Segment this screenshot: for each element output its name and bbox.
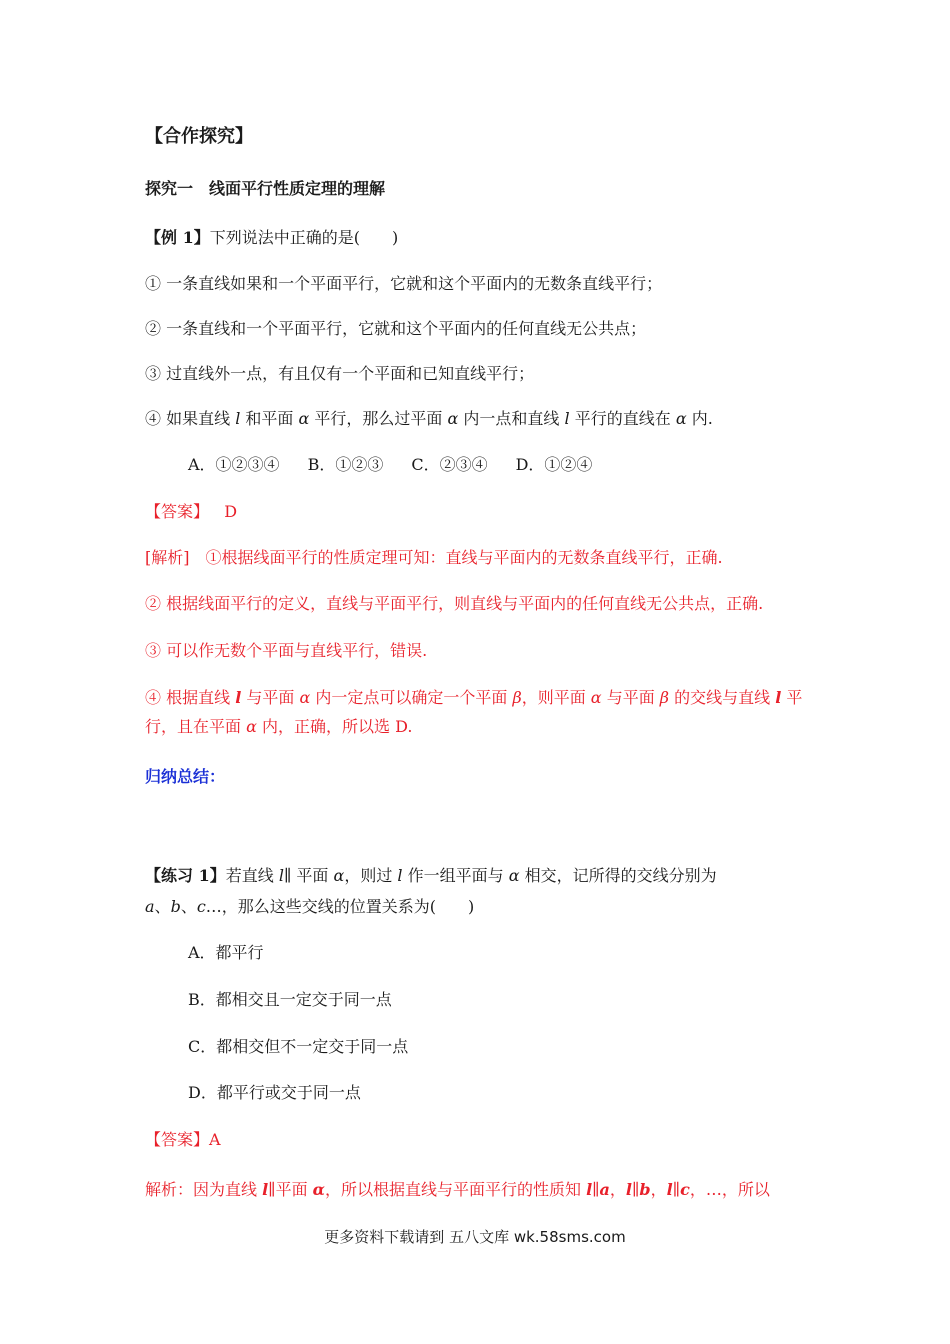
answer-value: D (224, 502, 238, 521)
option-d: D．①②④ (515, 455, 593, 474)
exercise1-option-d: D．都平行或交于同一点 (188, 1083, 361, 1102)
exercise1-option-c: C．都相交但不一定交于同一点 (188, 1037, 409, 1056)
exercise1-label: 【练习 1】 (145, 866, 226, 885)
exercise1-option-a: A．都平行 (188, 943, 264, 962)
example1-label: 【例 1】 (145, 228, 210, 247)
exercise1-question-line1: 【练习 1】若直线 l∥ 平面 α，则过 l 作一组平面与 α 相交，记所得的交线分别为 (145, 866, 717, 885)
exercise1-analysis: 解析：因为直线 l∥平面 α，所以根据直线与平面平行的性质知 l∥a，l∥b，l∥c，…，所以 (145, 1180, 770, 1199)
analysis-line-3: ③ 可以作无数个平面与直线平行，错误. (145, 641, 428, 660)
example1-statement-1: ① 一条直线如果和一个平面平行，它就和这个平面内的无数条直线平行； (145, 274, 663, 293)
analysis-line-2: ② 根据线面平行的定义，直线与平面平行，则直线与平面内的任何直线无公共点，正确. (145, 594, 764, 613)
example1-options (188, 455, 620, 475)
exercise1-answer (145, 1130, 221, 1150)
analysis-line-4a: ④ 根据直线 l 与平面 α 内一定点可以确定一个平面 β，则平面 α 与平面 β 的交线与直线 l 平 (145, 688, 803, 707)
example1-answer (145, 502, 237, 522)
exercise1-option-b: B．都相交且一定交于同一点 (188, 990, 392, 1009)
inquiry-title: 探究一 线面平行性质定理的理解 (145, 179, 386, 198)
example1-question-text: 下列说法中正确的是( ) (209, 228, 399, 247)
example1-statement-4: ④ 如果直线 l 和平面 α 平行，那么过平面 α 内一点和直线 l 平行的直线在 α 内. (145, 409, 713, 428)
answer-label: 【答案】 (145, 502, 210, 521)
example1-statement-3: ③ 过直线外一点，有且仅有一个平面和已知直线平行； (145, 364, 535, 383)
section-title: 【合作探究】 (145, 126, 253, 147)
footer-link-text: 更多资料下载请到 五八文库 wk.58sms.com (324, 1228, 626, 1246)
exercise1-question-line2: a、b、c…，那么这些交线的位置关系为( ) (145, 897, 475, 916)
option-b: B．①②③ (307, 455, 384, 474)
exercise1-answer-value: A (209, 1130, 221, 1149)
summary-label: 归纳总结： (145, 767, 226, 786)
analysis-line-1: [解析] ①根据线面平行的性质定理可知：直线与平面内的无数条直线平行，正确. (145, 548, 723, 567)
option-c: C．②③④ (411, 455, 488, 474)
exercise1-answer-label: 【答案】 (145, 1130, 210, 1149)
example1-statement-2: ② 一条直线和一个平面平行，它就和这个平面内的任何直线无公共点； (145, 319, 647, 338)
option-a: A．①②③④ (188, 455, 280, 474)
example1-question (145, 228, 398, 248)
analysis-line-4b: 行，且在平面 α 内，正确，所以选 D. (145, 717, 413, 736)
